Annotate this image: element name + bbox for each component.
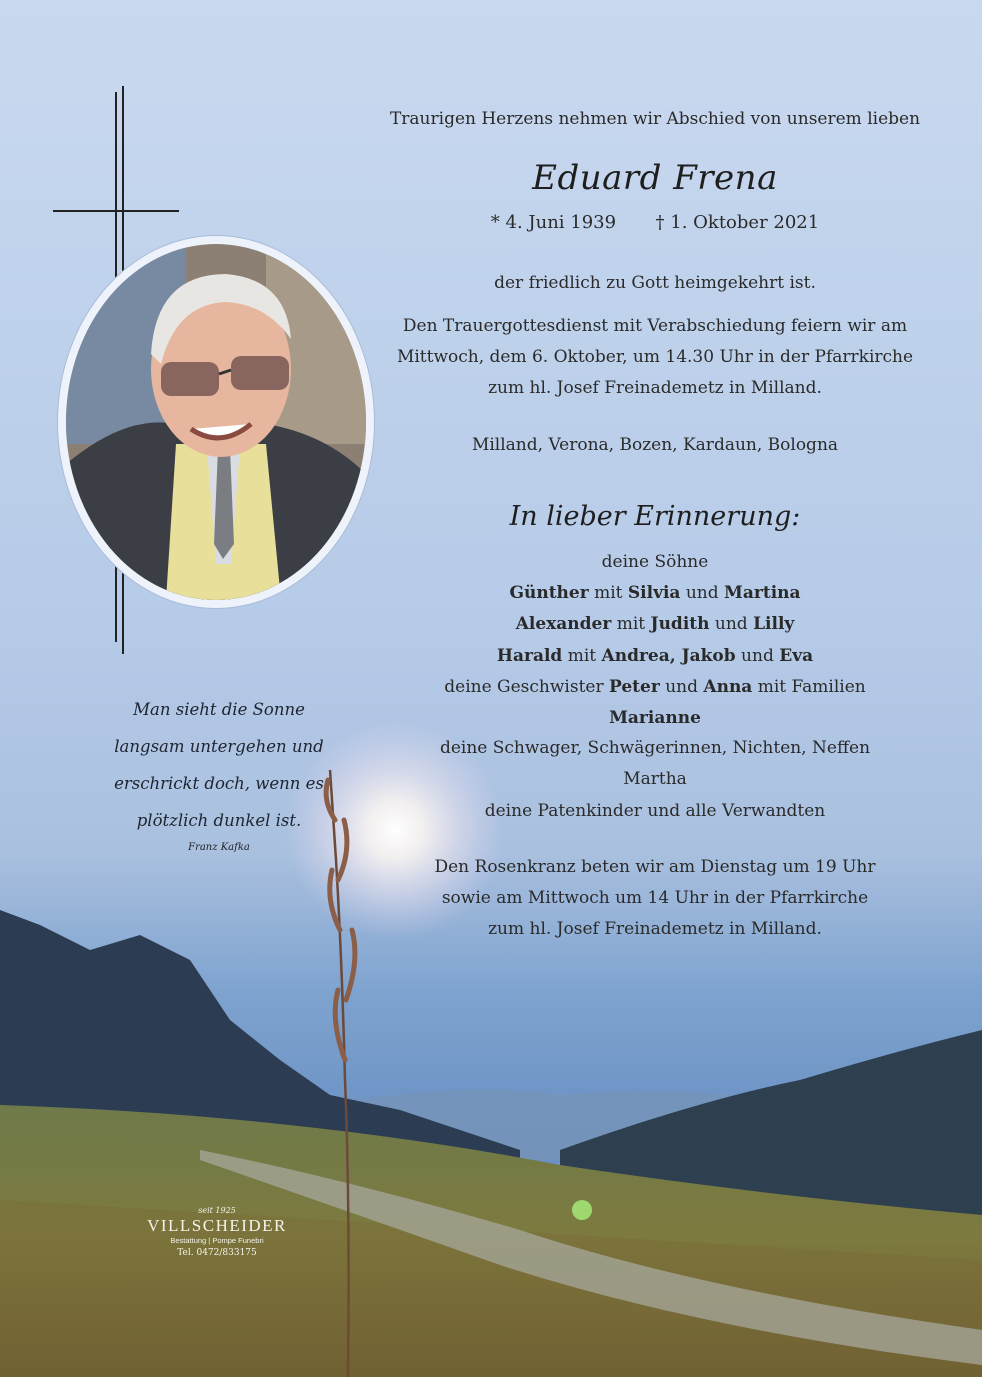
family-name: Silvia — [627, 583, 681, 603]
family-connector: und — [665, 677, 698, 697]
family-connector: mit Familien — [757, 677, 866, 697]
birth-date: * 4. Juni 1939 — [490, 212, 617, 233]
logo-name: VILLSCHEIDER — [147, 1216, 287, 1235]
quote-line-1: Man sieht die Sonne — [133, 700, 305, 719]
inlaws-line: deine Schwager, Schwägerinnen, Nichten, Neffen — [439, 738, 871, 758]
family-name: Alexander — [515, 614, 612, 634]
rosary-line-3: zum hl. Josef Freinademetz in Milland. — [488, 919, 822, 939]
family-name: Lilly — [753, 614, 795, 634]
family-name: Andrea, Jakob — [601, 646, 736, 666]
logo-subtitle: Bestattung | Pompe Funebri — [170, 1236, 264, 1245]
family-line-1 — [375, 582, 935, 604]
rosary-line-1: Den Rosenkranz beten wir am Dienstag um 19 Uhr — [434, 857, 876, 877]
intro-text: Traurigen Herzens nehmen wir Abschied von unserem lieben — [389, 109, 921, 129]
family-name: Peter — [609, 677, 660, 697]
death-date: † 1. Oktober 2021 — [655, 212, 820, 233]
family-connector: mit — [616, 614, 646, 634]
family-connector: und — [741, 646, 774, 666]
family-name: Anna — [703, 677, 753, 697]
family-name: Martina — [724, 583, 801, 603]
service-line-1: Den Trauergottesdienst mit Verabschiedung feiern wir am — [402, 316, 908, 336]
rosary-line-2: sowie am Mittwoch um 14 Uhr in der Pfarrkirche — [441, 888, 869, 908]
family-name: Günther — [509, 583, 589, 603]
siblings-label: deine Geschwister — [444, 677, 604, 697]
deceased-name: Eduard Frena — [532, 158, 778, 198]
quote-line-2: langsam untergehen und — [114, 737, 324, 756]
memory-heading: In lieber Erinnerung: — [509, 501, 801, 532]
funeral-home-logo — [140, 1206, 294, 1260]
siblings-line — [375, 676, 935, 698]
family-line-3 — [375, 645, 935, 667]
places-text: Milland, Verona, Bozen, Kardaun, Bologna — [471, 435, 839, 455]
family-connector: und — [685, 583, 719, 603]
peaceful-text: der friedlich zu Gott heimgekehrt ist. — [494, 273, 816, 293]
martha-line: Martha — [623, 769, 687, 789]
service-line-2: Mittwoch, dem 6. Oktober, um 14.30 Uhr in der Pfarrkirche — [396, 347, 914, 367]
quote-line-4: plötzlich dunkel ist. — [136, 811, 302, 830]
family-connector: mit — [594, 583, 623, 603]
quote-author: Franz Kafka — [188, 842, 250, 853]
quote-line-3: erschrickt doch, wenn es — [114, 774, 324, 793]
sons-label: deine Söhne — [601, 552, 709, 572]
portrait-photo — [66, 244, 366, 600]
logo-phone: Tel. 0472/833175 — [177, 1248, 257, 1258]
family-name: Marianne — [609, 708, 701, 728]
life-dates — [375, 212, 935, 234]
family-name: Eva — [779, 646, 814, 666]
godchildren-line: deine Patenkinder und alle Verwandten — [484, 801, 826, 821]
family-line-2 — [375, 613, 935, 635]
family-name: Judith — [650, 614, 710, 634]
cross-horizontal-line — [53, 210, 179, 212]
family-connector: mit — [567, 646, 597, 666]
marianne-line — [375, 707, 935, 729]
family-connector: und — [714, 614, 748, 634]
family-name: Harald — [496, 646, 563, 666]
service-line-3: zum hl. Josef Freinademetz in Milland. — [488, 378, 822, 398]
logo-since: seit 1925 — [198, 1206, 236, 1215]
